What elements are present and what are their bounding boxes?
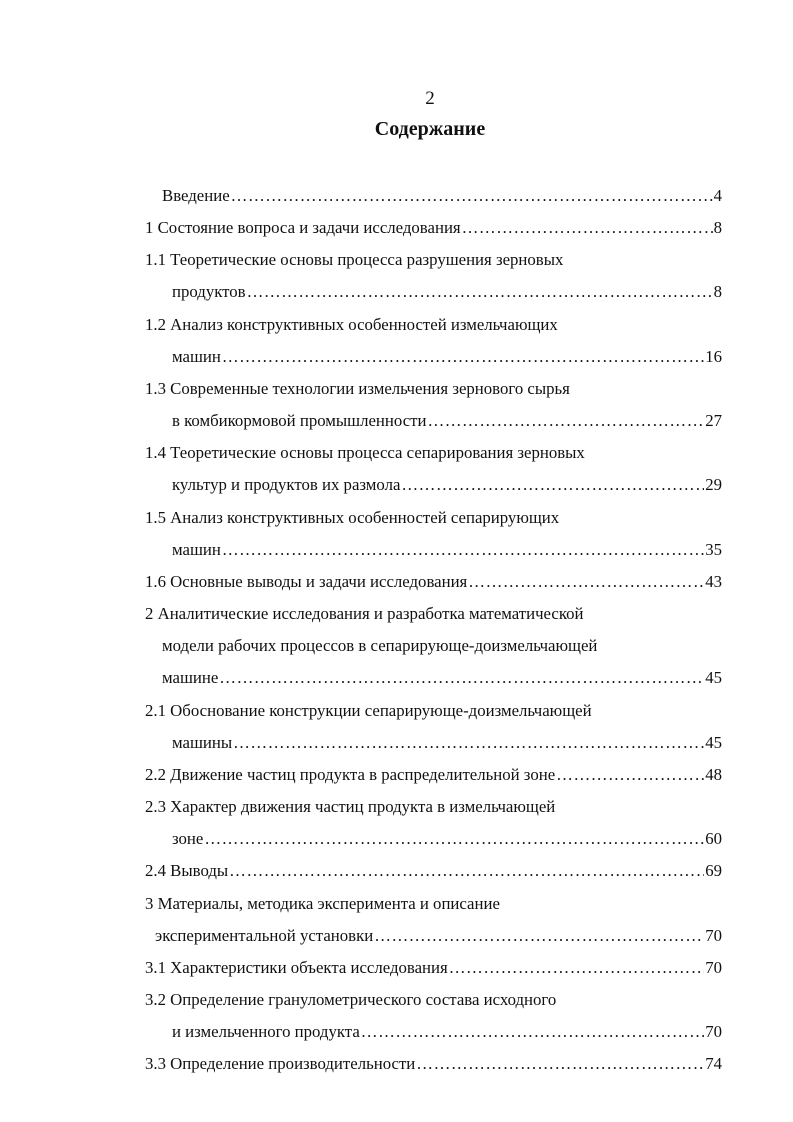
toc-entry — [145, 602, 584, 626]
toc-leader-dots — [204, 827, 704, 851]
toc-leader-dots — [229, 859, 704, 883]
toc-entry-text: 1.4 Теоретические основы процесса сепарирования зерновых — [145, 443, 585, 462]
toc-leader-dots — [427, 409, 704, 433]
toc-entry-text: экспериментальной установки — [155, 926, 374, 945]
toc-page-number: 16 — [705, 347, 722, 366]
toc-leader-dots — [233, 731, 704, 755]
toc-entry — [172, 280, 722, 304]
toc-leader-dots — [222, 538, 704, 562]
toc-entry-text: 2.3 Характер движения частиц продукта в измельчающей — [145, 797, 556, 816]
toc-entry-text: 1.1 Теоретические основы процесса разрушения зерновых — [145, 250, 564, 269]
toc-entry — [172, 409, 722, 433]
toc-entry-text: 1 Состояние вопроса и задачи исследования — [145, 218, 461, 237]
toc-page-number: 43 — [705, 572, 722, 591]
toc-entry — [172, 1020, 722, 1044]
toc-entry — [145, 859, 722, 883]
toc-page-number: 35 — [705, 540, 722, 559]
toc-page-number: 70 — [705, 958, 722, 977]
toc-page-number: 48 — [705, 765, 722, 784]
page-title: Содержание — [374, 118, 486, 140]
toc-page-number: 45 — [705, 733, 722, 752]
toc-entry — [145, 1052, 722, 1076]
toc-page-number: 8 — [713, 218, 722, 237]
toc-entry — [145, 506, 559, 530]
toc-leader-dots — [374, 924, 704, 948]
toc-leader-dots — [462, 216, 713, 240]
toc-entry — [145, 570, 722, 594]
toc-entry — [145, 313, 558, 337]
toc-entry-text: 2.4 Выводы — [145, 861, 229, 880]
toc-entry-text: в комбикормовой промышленности — [172, 411, 427, 430]
toc-entry — [172, 473, 722, 497]
toc-leader-dots — [401, 473, 704, 497]
toc-entry-text: продуктов — [172, 282, 246, 301]
toc-entry — [145, 699, 592, 723]
toc-entry — [172, 827, 722, 851]
toc-leader-dots — [416, 1052, 704, 1076]
toc-entry — [145, 795, 555, 819]
toc-entry-text: 1.3 Современные технологии измельчения зернового сырья — [145, 379, 570, 398]
toc-entry-text: 1.5 Анализ конструктивных особенностей сепарирующих — [145, 508, 560, 527]
toc-page-number: 45 — [705, 668, 722, 687]
toc-entry — [162, 634, 597, 658]
toc-entry — [162, 666, 722, 690]
toc-leader-dots — [231, 184, 713, 208]
toc-entry-text: 3.2 Определение гранулометрического состава исходного — [145, 990, 557, 1009]
toc-entry — [172, 538, 722, 562]
toc-page-number: 70 — [705, 1022, 722, 1041]
toc-entry-text: и измельченного продукта — [172, 1022, 360, 1041]
toc-leader-dots — [449, 956, 704, 980]
toc-entry — [155, 924, 722, 948]
toc-page-number: 27 — [705, 411, 722, 430]
toc-entry-text: 3.1 Характеристики объекта исследования — [145, 958, 448, 977]
toc-entry-text: Введение — [162, 186, 230, 205]
toc-entry-text: 3.3 Определение производительности — [145, 1054, 416, 1073]
toc-entry-text: 1.2 Анализ конструктивных особенностей измельчающих — [145, 315, 558, 334]
toc-entry-text: машине — [162, 668, 219, 687]
toc-page-number: 4 — [713, 186, 722, 205]
toc-entry — [145, 441, 585, 465]
toc-page-number: 69 — [705, 861, 722, 880]
toc-entry-text: 2.2 Движение частиц продукта в распределительной зоне — [145, 765, 556, 784]
toc-entry-text: культур и продуктов их размола — [172, 475, 401, 494]
toc-entry — [162, 184, 722, 208]
toc-entry-text: машин — [172, 347, 221, 366]
toc-entry-text: машины — [172, 733, 233, 752]
toc-entry — [145, 248, 563, 272]
toc-entry-text: зоне — [172, 829, 204, 848]
toc-entry — [145, 216, 722, 240]
toc-leader-dots — [247, 280, 713, 304]
toc-page-number: 74 — [705, 1054, 722, 1073]
toc-leader-dots — [361, 1020, 704, 1044]
toc-page-number: 8 — [713, 282, 722, 301]
toc-page-number: 29 — [705, 475, 722, 494]
toc-entry — [172, 731, 722, 755]
toc-entry-text: 2 Аналитические исследования и разработка математической — [145, 604, 584, 623]
toc-entry-text: 3 Материалы, методика эксперимента и описание — [145, 894, 500, 913]
toc-entry — [145, 956, 722, 980]
toc-page-number: 70 — [705, 926, 722, 945]
toc-leader-dots — [468, 570, 704, 594]
toc-entry — [145, 988, 556, 1012]
toc-entry — [145, 763, 722, 787]
toc-entry — [172, 345, 722, 369]
toc-leader-dots — [556, 763, 704, 787]
toc-entry-text: модели рабочих процессов в сепарирующе-доизмельчающей — [162, 636, 598, 655]
toc-entry-text: 1.6 Основные выводы и задачи исследования — [145, 572, 468, 591]
toc-page-number: 60 — [705, 829, 722, 848]
page-number: 2 — [425, 88, 435, 109]
toc-leader-dots — [219, 666, 704, 690]
toc-entry — [145, 892, 500, 916]
toc-entry-text: машин — [172, 540, 221, 559]
toc-entry — [145, 377, 570, 401]
toc-entry-text: 2.1 Обоснование конструкции сепарирующе-доизмельчающей — [145, 701, 592, 720]
toc-leader-dots — [222, 345, 704, 369]
